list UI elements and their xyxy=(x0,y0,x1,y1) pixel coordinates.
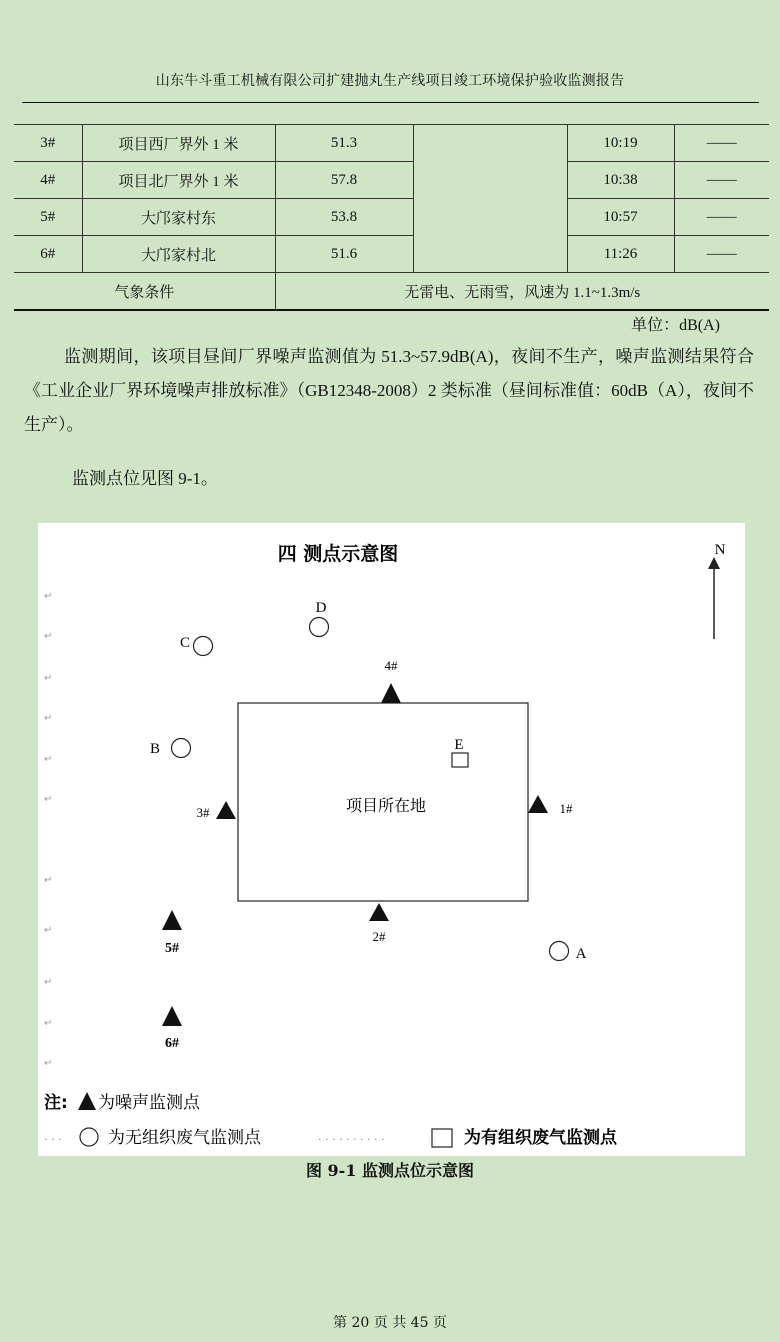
svg-text:↵: ↵ xyxy=(44,875,53,886)
point-5-label: 5# xyxy=(165,941,179,956)
map-title: 四 测点示意图 xyxy=(277,543,399,565)
noise-point-6-icon xyxy=(162,1006,182,1026)
svg-text:↵: ↵ xyxy=(44,794,53,805)
weather-value: 无雷电、无雨雪，风速为 1.1~1.3m/s xyxy=(275,273,769,311)
day-value: 51.3 xyxy=(275,125,413,162)
point-location: 大邝家村北 xyxy=(82,236,275,273)
svg-text:↵: ↵ xyxy=(44,925,53,936)
noise-point-4-icon xyxy=(381,683,401,703)
svg-text:↵: ↵ xyxy=(44,754,53,765)
merged-cell xyxy=(413,125,567,273)
night-value: —— xyxy=(674,125,769,162)
point-location: 大邝家村东 xyxy=(82,199,275,236)
figure-reference: 监测点位见图 9-1。 xyxy=(72,469,218,488)
measure-time: 10:57 xyxy=(567,199,674,236)
figure-caption: 图 9-1 监测点位示意图 xyxy=(305,1161,475,1180)
point-id: 6# xyxy=(14,236,82,273)
svg-text:↵: ↵ xyxy=(44,1058,53,1069)
point-2-label: 2# xyxy=(372,929,386,944)
map-canvas xyxy=(38,523,745,1156)
table-row xyxy=(14,162,769,199)
day-value: 57.8 xyxy=(275,162,413,199)
point-e-label: E xyxy=(454,737,464,753)
paragraph-marks xyxy=(44,591,52,1069)
point-location: 项目西厂界外 1 米 xyxy=(82,125,275,162)
gas-point-d-icon xyxy=(310,618,329,637)
result-paragraph: 监测期间，该项目昼间厂界噪声监测值为 51.3~57.9dB(A)，夜间不生产，噪声监测结果符合《工业企业厂界环境噪声排放标准》（GB12348-2008）2 类标准（昼间标准值：60dB（A），夜间不生产）。 xyxy=(24,347,754,434)
legend-noise-text: 为噪声监测点 xyxy=(98,1093,200,1113)
measure-time: 10:38 xyxy=(567,162,674,199)
day-value: 51.6 xyxy=(275,236,413,273)
noise-results-table xyxy=(14,124,769,311)
noise-point-3-icon xyxy=(216,801,236,819)
report-header: 山东牛斗重工机械有限公司扩建抛丸生产线项目竣工环境保护验收监测报告 xyxy=(155,73,625,89)
svg-text:↵: ↵ xyxy=(44,673,53,684)
night-value: —— xyxy=(674,162,769,199)
page-footer: 第 20 页 共 45 页 xyxy=(333,1315,447,1331)
legend-circle-icon xyxy=(80,1128,98,1146)
noise-point-5-icon xyxy=(162,910,182,930)
svg-text:↵: ↵ xyxy=(44,713,53,724)
weather-row xyxy=(14,273,769,311)
north-label: N xyxy=(714,542,726,558)
legend-unorganized-text: 为无组织废气监测点 xyxy=(108,1128,261,1148)
svg-text:↵: ↵ xyxy=(44,1018,53,1029)
unit-label: 单位：dB(A) xyxy=(631,317,720,334)
point-location: 项目北厂界外 1 米 xyxy=(82,162,275,199)
legend-dots: · · · xyxy=(44,1133,62,1146)
point-id: 3# xyxy=(14,125,82,162)
noise-point-2-icon xyxy=(369,903,389,921)
gas-point-c-icon xyxy=(194,637,213,656)
point-3-label: 3# xyxy=(196,805,210,820)
weather-label: 气象条件 xyxy=(14,273,275,311)
measure-time: 10:19 xyxy=(567,125,674,162)
svg-text:↵: ↵ xyxy=(44,631,53,642)
gas-point-a-icon xyxy=(550,942,569,961)
legend-triangle-icon xyxy=(78,1092,96,1110)
legend-dots: · · · · · · · · · · xyxy=(318,1133,385,1146)
svg-text:↵: ↵ xyxy=(44,591,53,602)
legend-note-prefix: 注: xyxy=(44,1093,68,1113)
svg-text:↵: ↵ xyxy=(44,977,53,988)
point-b-label: B xyxy=(149,741,161,757)
day-value: 53.8 xyxy=(275,199,413,236)
table-row xyxy=(14,236,769,273)
stack-point-e-icon xyxy=(452,753,468,767)
night-value: —— xyxy=(674,236,769,273)
legend-organized-text: 为有组织废气监测点 xyxy=(464,1128,617,1148)
point-d-label: D xyxy=(315,600,327,616)
night-value: —— xyxy=(674,199,769,236)
point-6-label: 6# xyxy=(165,1036,179,1051)
noise-point-1-icon xyxy=(528,795,548,813)
table-row xyxy=(14,199,769,236)
monitoring-map xyxy=(38,523,745,1156)
point-4-label: 4# xyxy=(384,658,398,673)
measure-time: 11:26 xyxy=(567,236,674,273)
point-a-label: A xyxy=(575,946,587,962)
point-1-label: 1# xyxy=(559,801,573,816)
point-c-label: C xyxy=(179,635,191,651)
legend-square-icon xyxy=(432,1129,452,1147)
gas-point-b-icon xyxy=(172,739,191,758)
header-divider xyxy=(22,102,759,103)
point-id: 5# xyxy=(14,199,82,236)
table-row xyxy=(14,125,769,162)
point-id: 4# xyxy=(14,162,82,199)
site-label: 项目所在地 xyxy=(345,796,427,815)
